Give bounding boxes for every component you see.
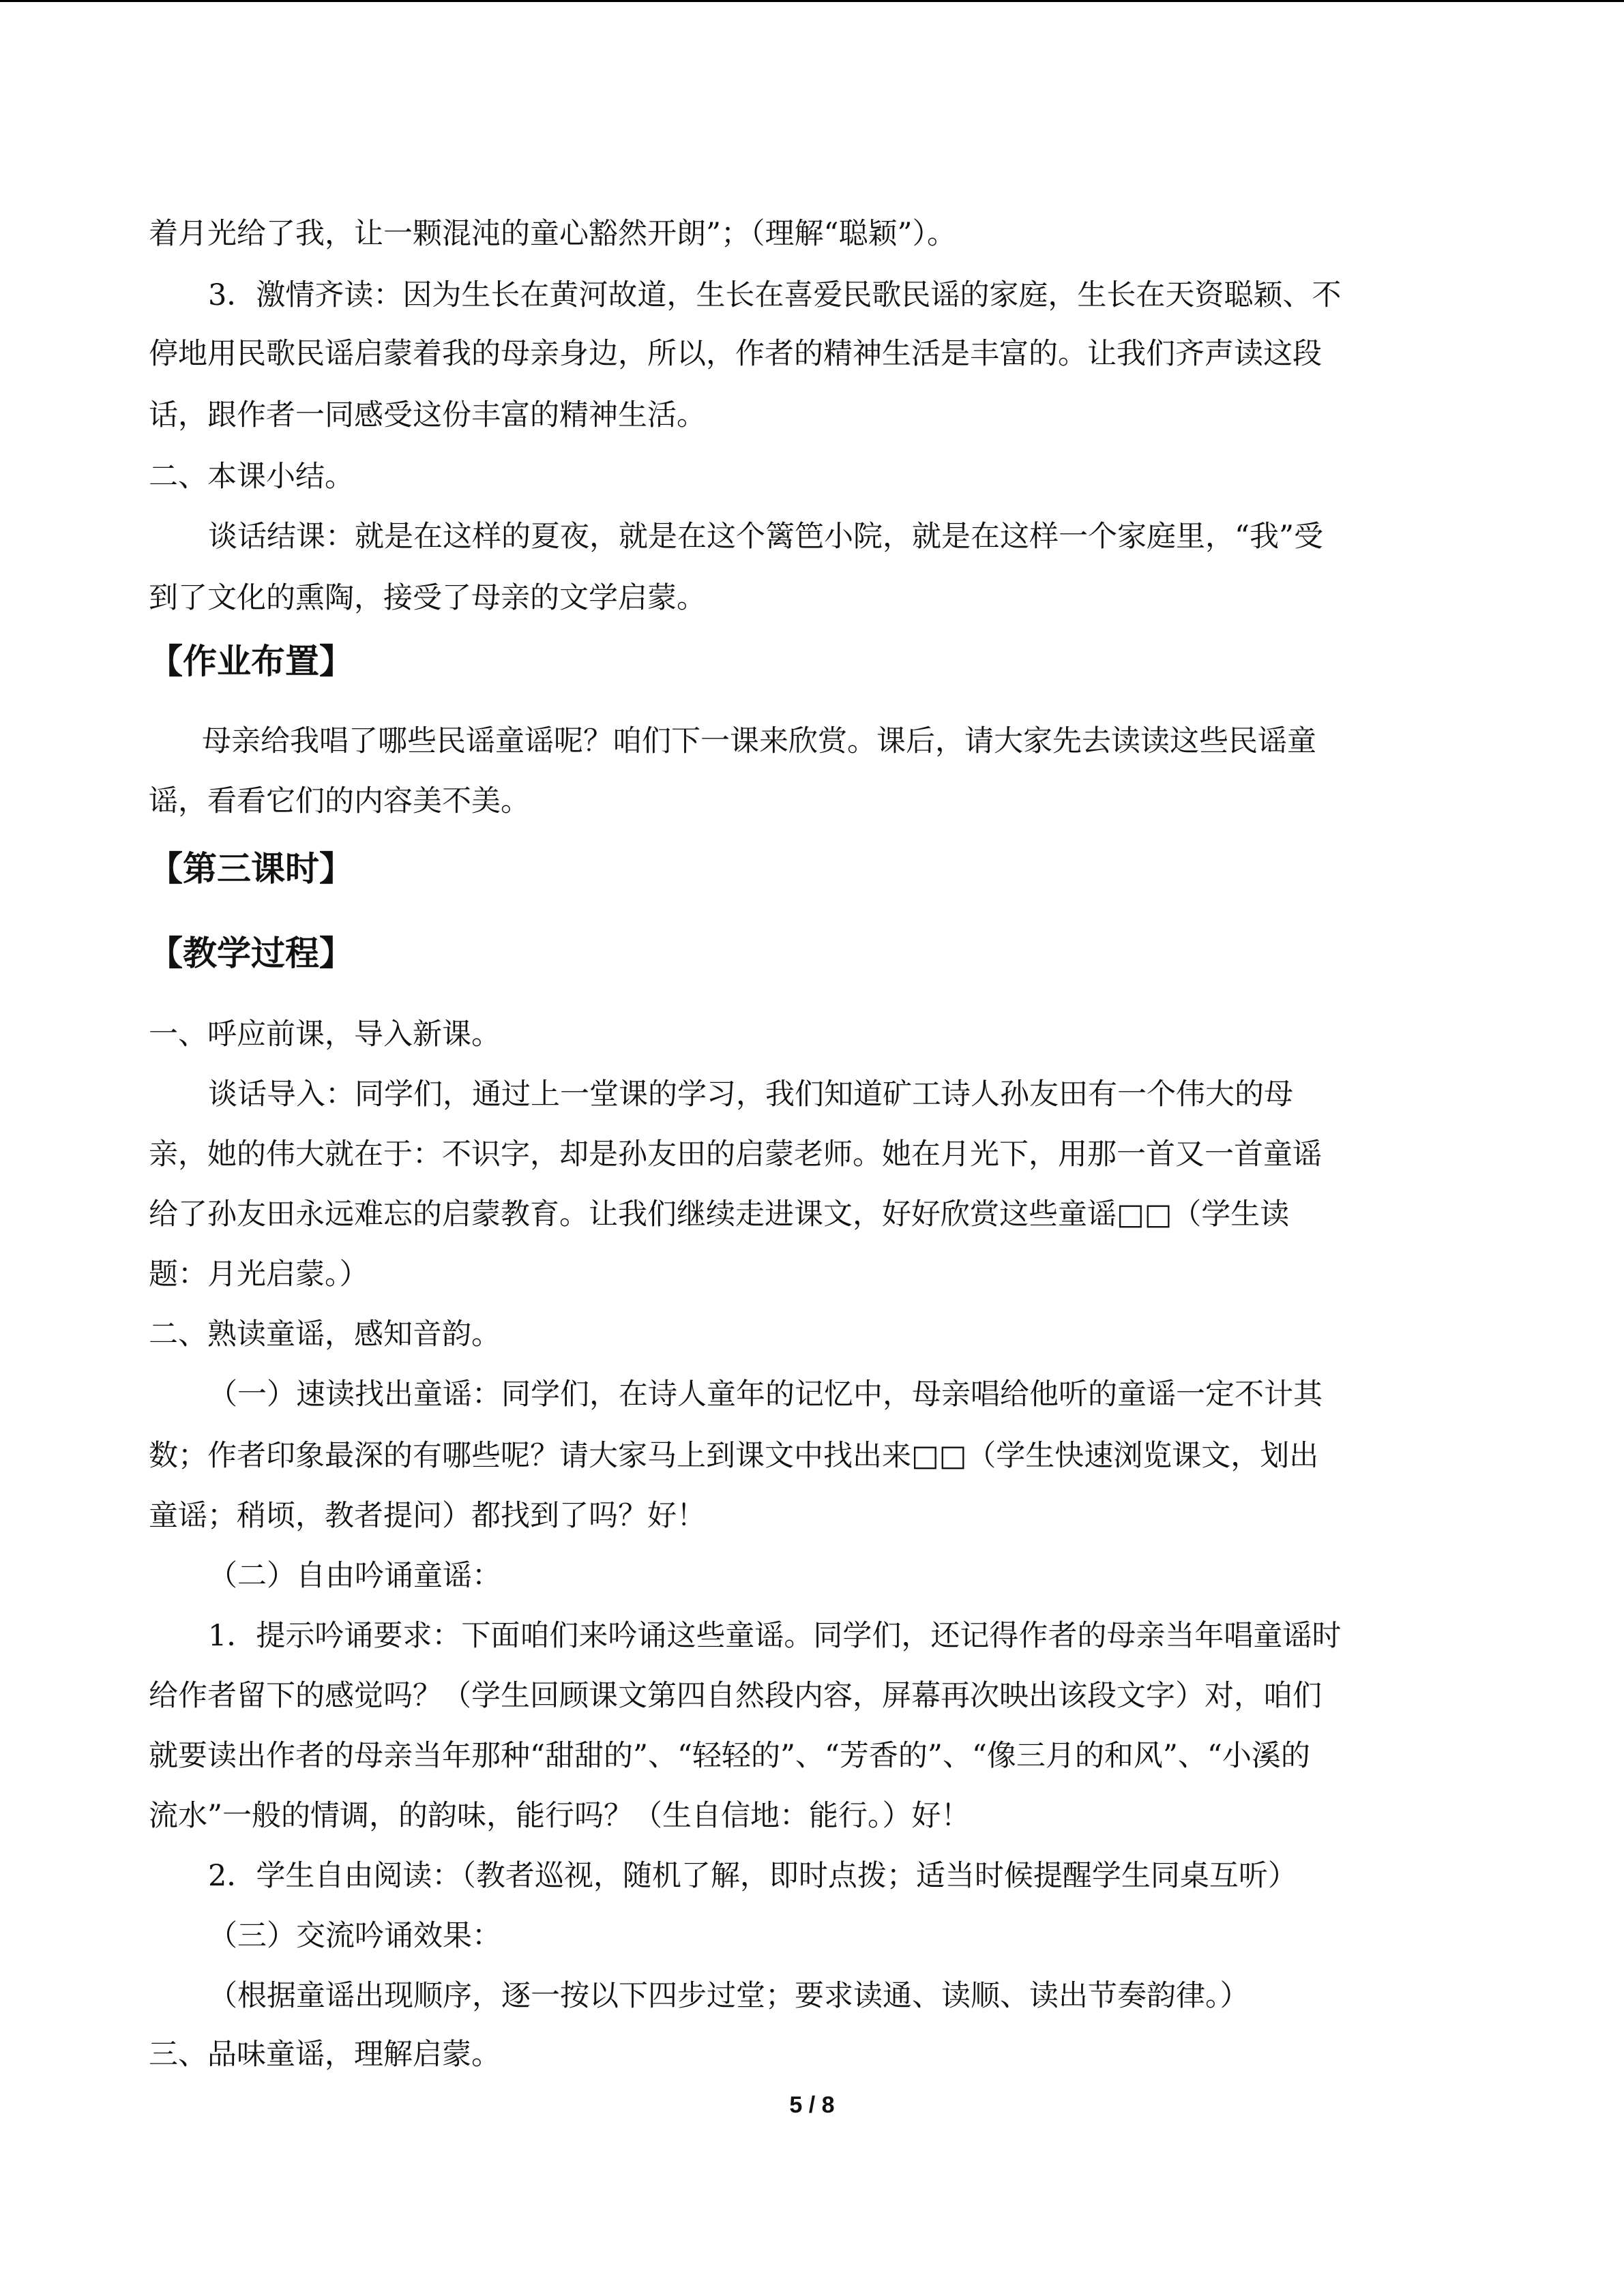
text-line: 亲，她的伟大就在于：不识字，却是孙友田的启蒙老师。她在月光下，用那一首又一首童谣 bbox=[149, 1137, 1322, 1172]
text-line: 谈话结课：就是在这样的夏夜，就是在这个篱笆小院，就是在这样一个家庭里，“我”受 bbox=[208, 520, 1323, 554]
subsection-title: （三）交流吟诵效果： bbox=[208, 1919, 501, 1953]
text-line: 话，跟作者一同感受这份丰富的精神生活。 bbox=[149, 398, 706, 432]
section-title: 一、呼应前课，导入新课。 bbox=[149, 1017, 501, 1052]
text-line: 1．提示吟诵要求：下面咱们来吟诵这些童谣。同学们，还记得作者的母亲当年唱童谣时 bbox=[208, 1619, 1342, 1653]
heading-lesson-three: 【第三课时】 bbox=[149, 849, 353, 889]
text-line: 3．激情齐读：因为生长在黄河故道，生长在喜爱民歌民谣的家庭，生长在天资聪颖、不 bbox=[208, 278, 1342, 312]
section-title: 二、熟读童谣，感知音韵。 bbox=[149, 1317, 501, 1352]
homework-line: 母亲给我唱了哪些民谣童谣呢？咱们下一课来欣赏。课后，请大家先去读读这些民谣童 bbox=[202, 724, 1316, 758]
section-title: 二、本课小结。 bbox=[149, 460, 354, 494]
text-line: 就要读出作者的母亲当年那种“甜甜的”、“轻轻的”、“芳香的”、“像三月的和风”、“小溪的 bbox=[149, 1739, 1310, 1773]
text-line: 童谣；稍顷，教者提问）都找到了吗？好！ bbox=[149, 1499, 706, 1533]
text-line: 给作者留下的感觉吗？（学生回顾课文第四自然段内容，屏幕再次映出该段文字）对，咱们 bbox=[149, 1679, 1322, 1713]
text-line: （一）速读找出童谣：同学们，在诗人童年的记忆中，母亲唱给他听的童谣一定不计其 bbox=[208, 1377, 1323, 1412]
section-title: 三、品味童谣，理解启蒙。 bbox=[149, 2038, 501, 2072]
text-line: 给了孙友田永远难忘的启蒙教育。让我们继续走进课文，好好欣赏这些童谣□□（学生读 bbox=[149, 1197, 1290, 1232]
text-line: 停地用民歌民谣启蒙着我的母亲身边，所以，作者的精神生活是丰富的。让我们齐声读这段 bbox=[149, 337, 1322, 371]
page-number: 5 / 8 bbox=[789, 2092, 835, 2118]
text-line: 题：月光启蒙。） bbox=[149, 1257, 369, 1292]
text-line: 2．学生自由阅读：（教者巡视，随机了解，即时点拨；适当时候提醒学生同桌互听） bbox=[208, 1859, 1297, 1893]
homework-line: 谣，看看它们的内容美不美。 bbox=[149, 784, 530, 818]
text-line: 流水”一般的情调，的韵味，能行吗？（生自信地：能行。）好！ bbox=[149, 1799, 971, 1833]
heading-homework: 【作业布置】 bbox=[149, 642, 353, 681]
text-line: 数；作者印象最深的有哪些呢？请大家马上到课文中找出来□□（学生快速浏览课文，划出 bbox=[149, 1439, 1319, 1473]
text-line: 着月光给了我，让一颗混沌的童心豁然开朗”；（理解“聪颖”）。 bbox=[149, 217, 956, 251]
subsection-title: （二）自由吟诵童谣： bbox=[208, 1559, 501, 1593]
heading-teaching-process: 【教学过程】 bbox=[149, 934, 353, 973]
text-line: 到了文化的熏陶，接受了母亲的文学启蒙。 bbox=[149, 581, 706, 615]
text-line: （根据童谣出现顺序，逐一按以下四步过堂；要求读通、读顺、读出节奏韵律。） bbox=[208, 1979, 1250, 2013]
text-line: 谈话导入：同学们，通过上一堂课的学习，我们知道矿工诗人孙友田有一个伟大的母 bbox=[208, 1077, 1293, 1112]
